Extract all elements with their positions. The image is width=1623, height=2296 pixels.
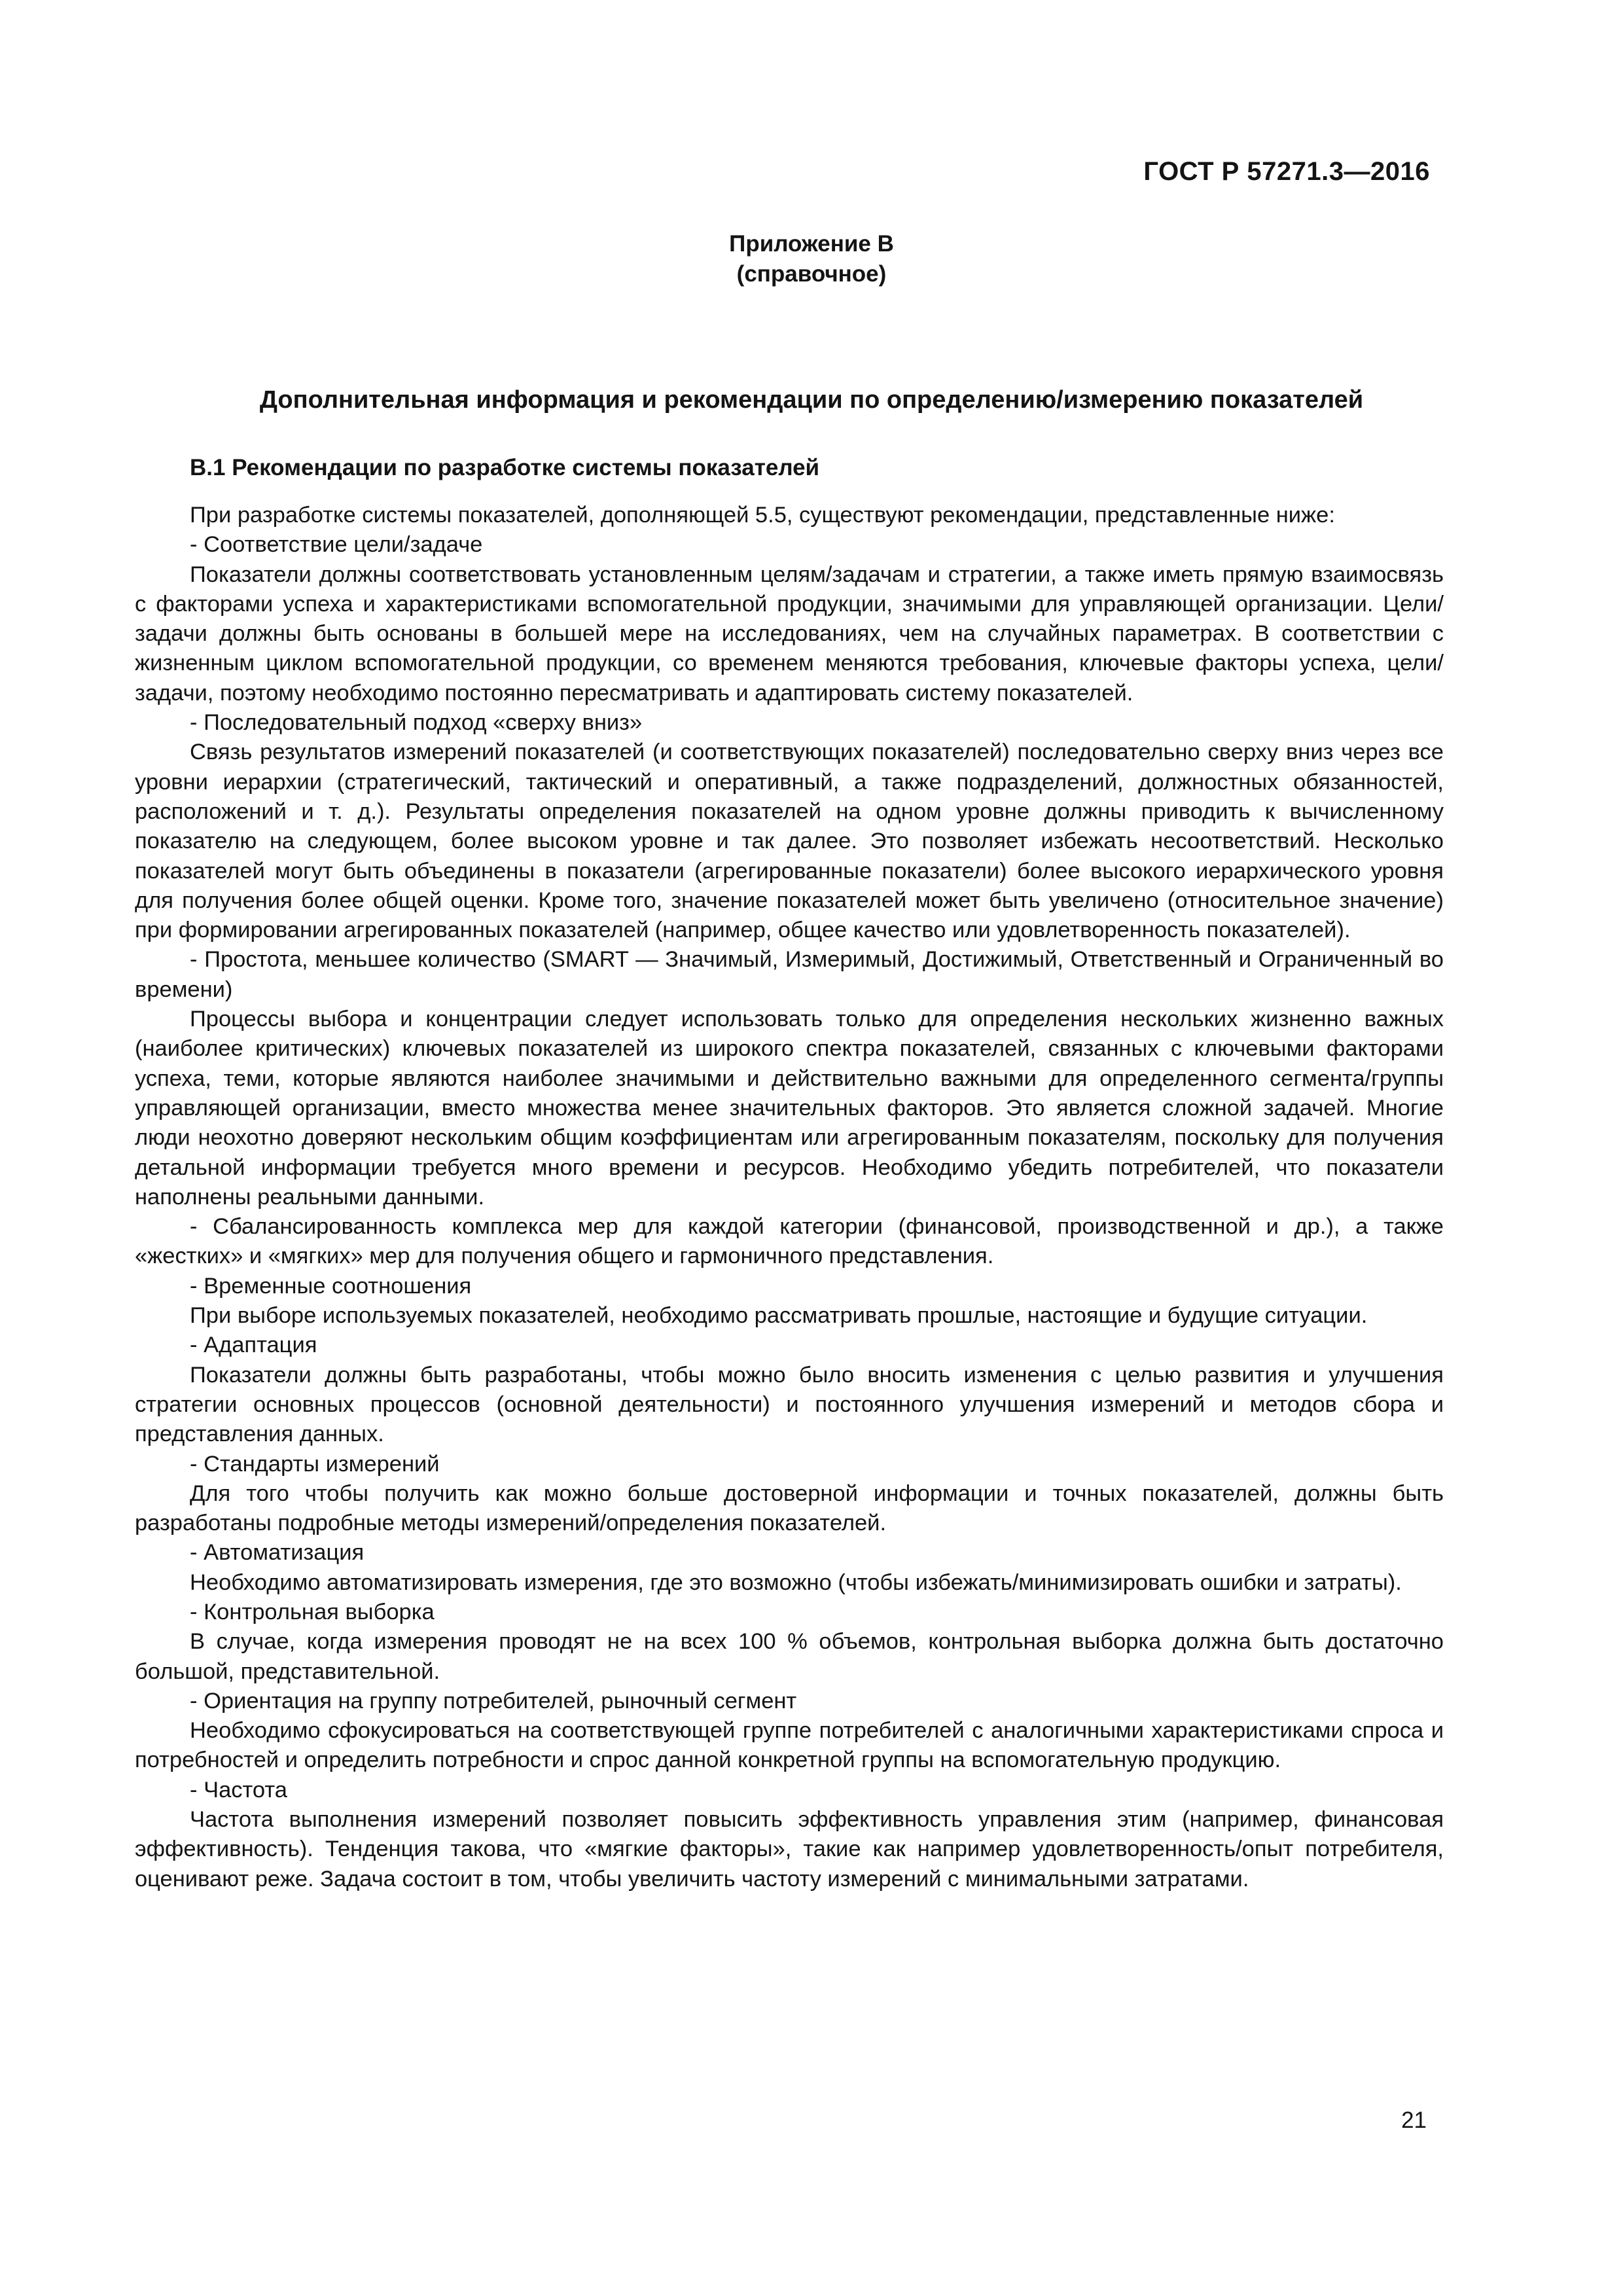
paragraph: Для того чтобы получить как можно больше достоверной информации и точных показателей, должны быть разработаны подробные методы измерений/определения показателей. <box>135 1480 1444 1536</box>
list-item-heading: - Контрольная выборка <box>190 1599 435 1624</box>
paragraph: Процессы выбора и концентрации следует использовать только для определения нескольких жизненно важных (наиболее критических) ключевых показателей из широкого спектра показателей, связанных с ключевыми факторами успеха, теми, которые являются наиболее значимыми и действительно важными для определенного сегмента/группы управляющей организации, вместо множества менее значительных факторов. Это является сложной задачей. Многие люди неохотно доверяют нескольким общим коэффициентам или агрегированным показателям, поскольку для получения детальной информации требуется много времени и ресурсов. Необходимо убедить потребителей, что показатели наполнены реальными данными. <box>135 1007 1444 1210</box>
paragraph: Необходимо автоматизировать измерения, где это возможно (чтобы избежать/минимизировать ошибки и затраты). <box>190 1570 1402 1595</box>
paragraph: - Сбалансированность комплекса мер для каждой категории (финансовой, производственной и др.), а также «жестких» и «мягких» мер для получения общего и гармоничного представления. <box>135 1214 1444 1269</box>
paragraph: Показатели должны соответствовать установленным целям/задачам и стратегии, а также иметь прямую взаимосвязь с факторами успеха и характеристиками вспомогательной продукции, значимыми для управляющей организации. Цели/задачи должны быть основаны в большей мере на исследованиях, чем на случайных параметрах. В соответствии с жизненным циклом вспомогательной продукции, со временем меняются требования, ключевые факторы успеха, цели/задачи, поэтому необходимо постоянно пересматривать и адаптировать систему показателей. <box>135 562 1444 706</box>
list-item-heading: - Соответствие цели/задаче <box>190 532 483 558</box>
list-item-heading: - Автоматизация <box>190 1540 365 1566</box>
paragraph: - Простота, меньшее количество (SMART — Значимый, Измеримый, Достижимый, Ответственный и Ограниченный во времени) <box>135 947 1444 1002</box>
paragraph: Показатели должны быть разработаны, чтобы можно было вносить изменения с целью развития и улучшения стратегии основных процессов (основной деятельности) и постоянного улучшения измерений и методов сбора и представления данных. <box>135 1362 1444 1447</box>
annex-label: Приложение В <box>729 231 894 257</box>
paragraph: Частота выполнения измерений позволяет повысить эффективность управления этим (например, финансовая эффективность). Тенденция такова, что «мягкие факторы», такие как например удовлетворенность/опыт потребителя, оценивают реже. Задача состоит в том, чтобы увеличить частоту измерений с минимальными затратами. <box>135 1807 1444 1892</box>
section-heading: В.1 Рекомендации по разработке системы показателей <box>190 455 820 480</box>
section-body <box>135 501 1444 1894</box>
list-item-heading: - Частота <box>190 1777 287 1803</box>
annex-heading <box>0 229 1623 289</box>
annex-type: (справочное) <box>736 261 887 287</box>
list-item-heading: - Временные соотношения <box>190 1273 472 1299</box>
list-item-heading: - Стандарты измерений <box>190 1451 440 1477</box>
paragraph: Связь результатов измерений показателей (и соответствующих показателей) последовательно сверху вниз через все уровни иерархии (стратегический, тактический и оперативный, а также подразделений, должностных обязанностей, расположений и т. д.). Результаты определения показателей на одном уровне должны приводить к вычисленному показателю на следующем, более высоком уровне и так далее. Это позволяет избежать несоответствий. Несколько показателей могут быть объединены в показатели (агрегированные показатели) более высокого иерархического уровня для получения более общей оценки. Кроме того, значение показателей может быть увеличено (относительное значение) при формировании агрегированных показателей (например, общее качество или удовлетворенность показателей). <box>135 740 1444 943</box>
paragraph: Необходимо сфокусироваться на соответствующей группе потребителей с аналогичными характеристиками спроса и потребностей и определить потребности и спрос данной конкретной группы на вспомогательную продукцию. <box>135 1718 1444 1773</box>
paragraph: В случае, когда измерения проводят не на всех 100 % объемов, контрольная выборка должна быть достаточно большой, представительной. <box>135 1629 1444 1684</box>
paragraph: При выборе используемых показателей, необходимо рассматривать прошлые, настоящие и будущие ситуации. <box>190 1303 1368 1329</box>
paragraph: При разработке системы показателей, дополняющей 5.5, существуют рекомендации, представленные ниже: <box>190 503 1335 528</box>
list-item-heading: - Ориентация на группу потребителей, рыночный сегмент <box>190 1688 797 1713</box>
list-item-heading: - Адаптация <box>190 1333 317 1358</box>
page-title: Дополнительная информация и рекомендации по определению/измерению показателей <box>259 386 1364 414</box>
page-number: 21 <box>1401 2108 1427 2133</box>
standard-code: ГОСТ Р 57271.3—2016 <box>1143 157 1430 186</box>
list-item-heading: - Последовательный подход «сверху вниз» <box>190 710 643 736</box>
